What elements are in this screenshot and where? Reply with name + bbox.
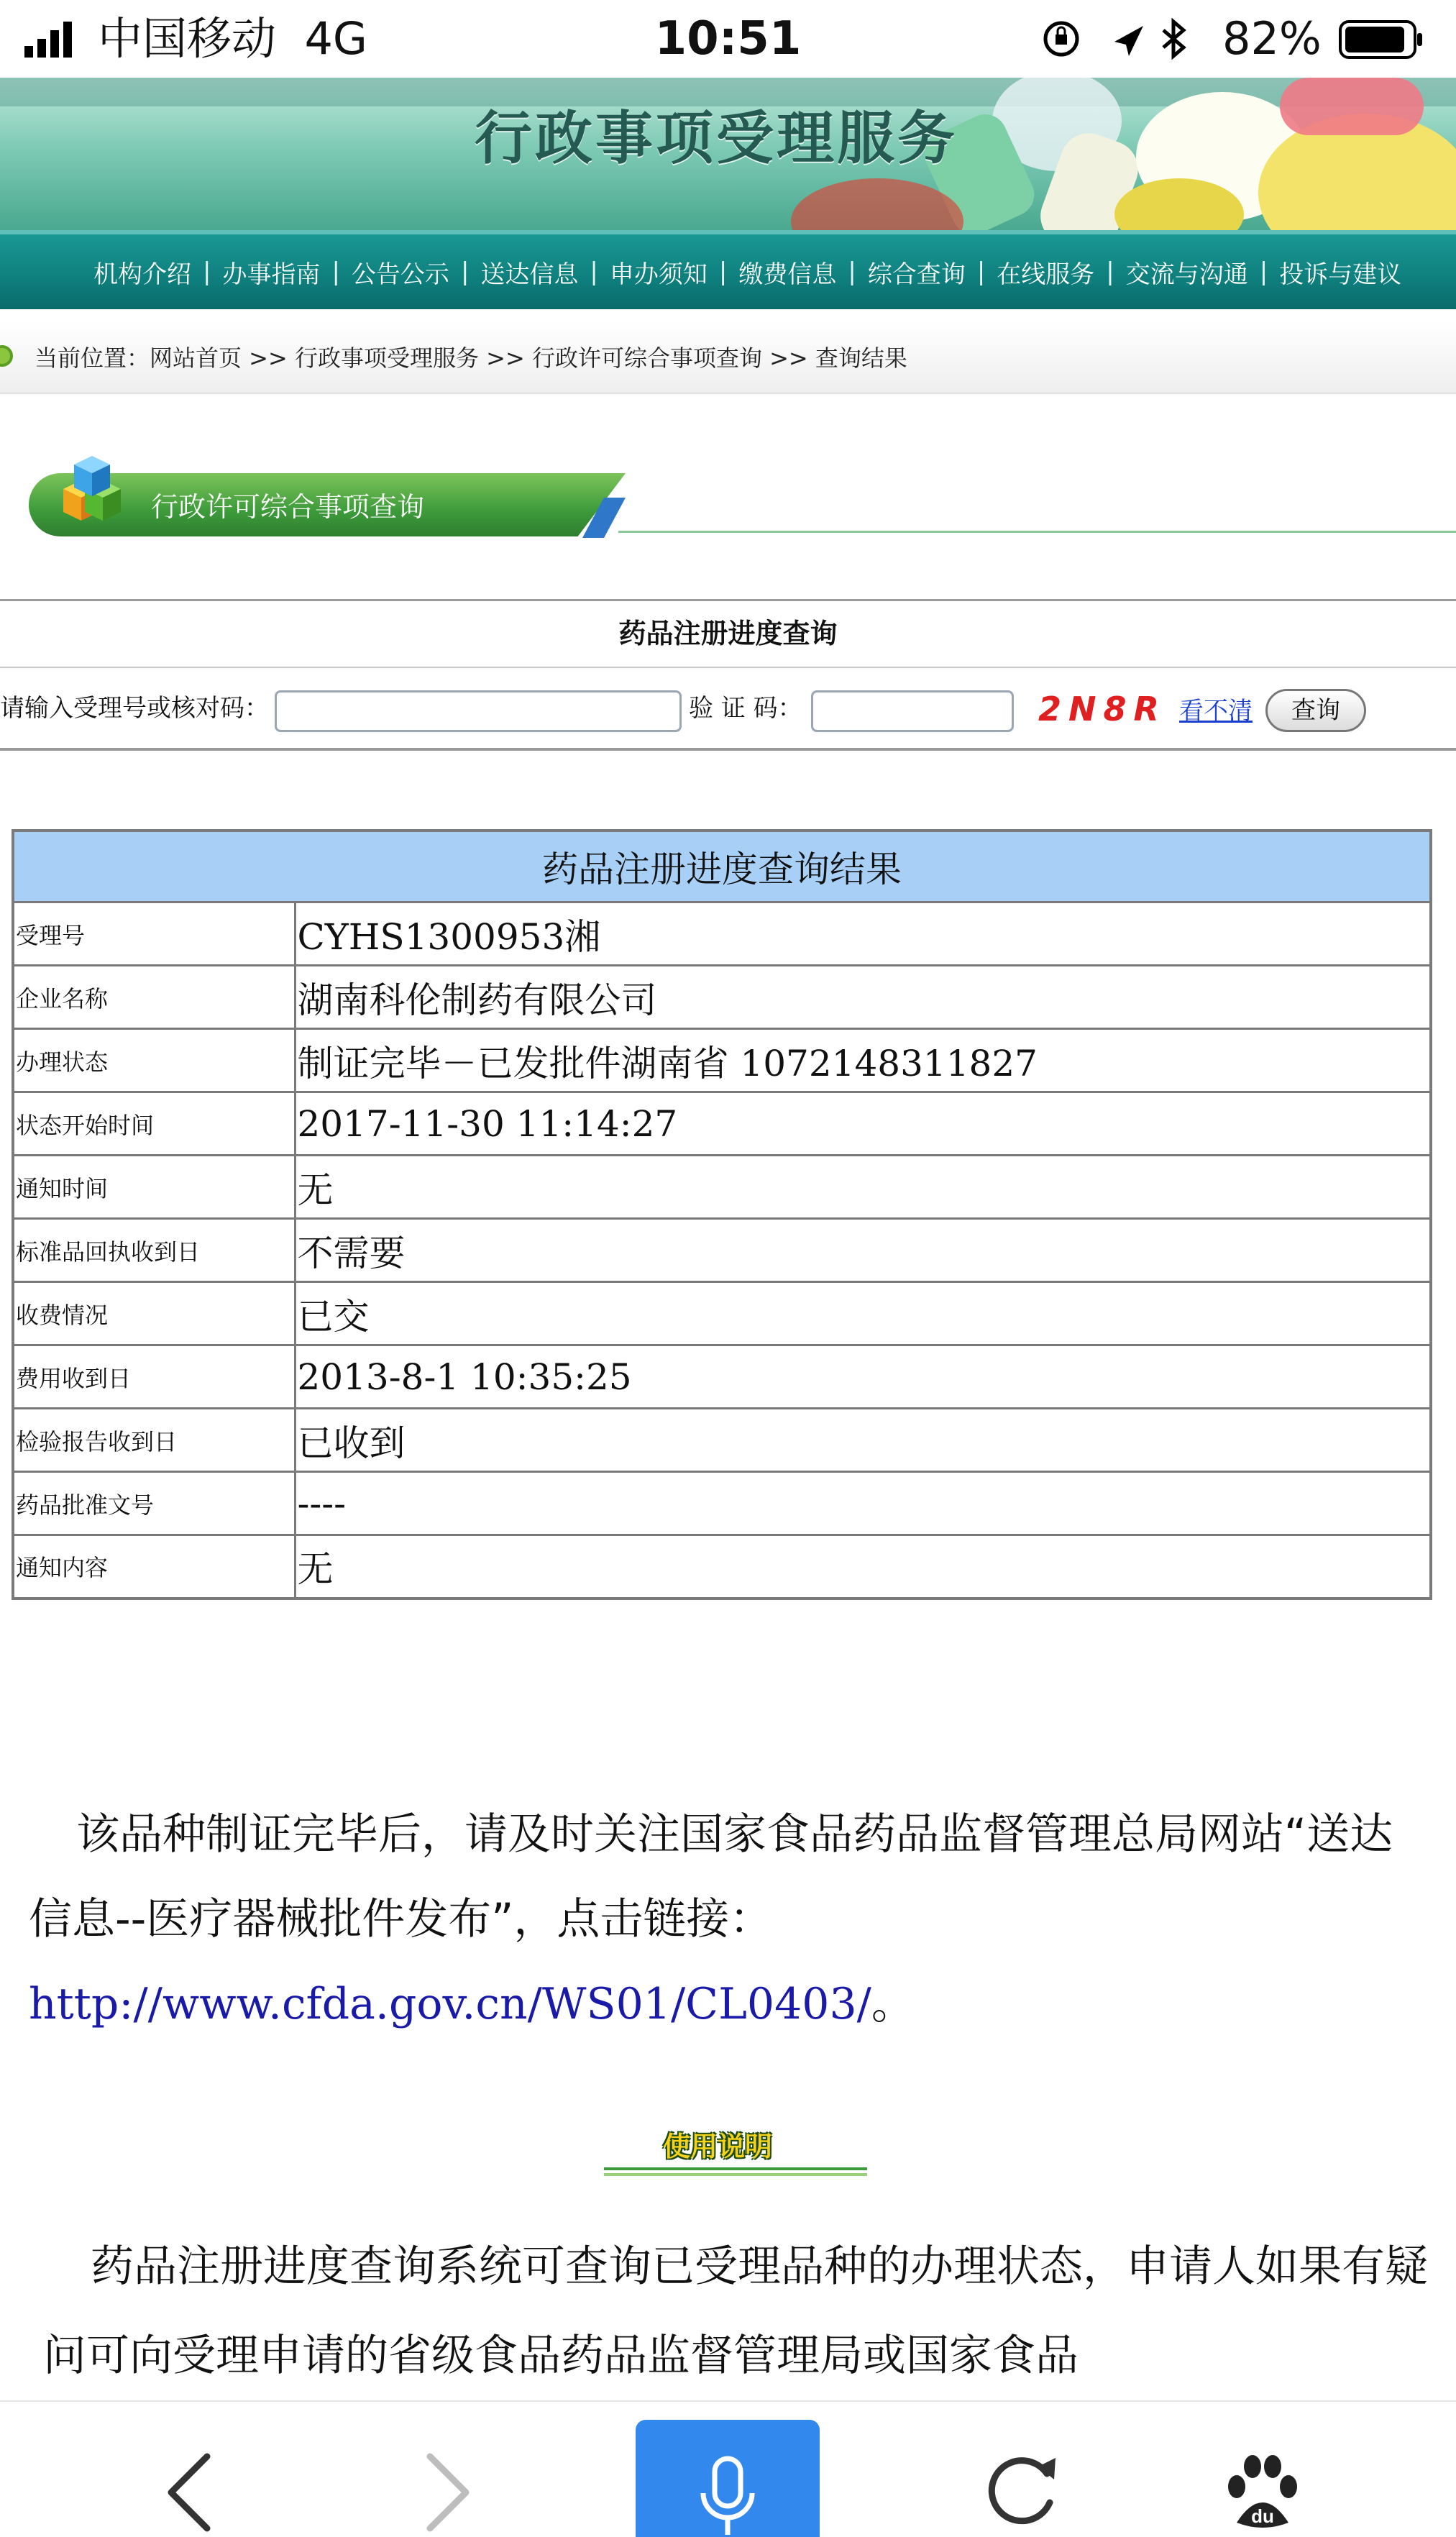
section-divider — [618, 531, 1456, 533]
banner-title: 行政事项受理服务 — [475, 104, 958, 172]
forward-arrow-icon[interactable] — [410, 2402, 482, 2537]
row-value: 无 — [295, 1156, 1431, 1219]
table-row — [13, 1472, 1431, 1535]
row-value: 已交 — [295, 1282, 1431, 1345]
nav-item[interactable]: 机构介绍 | — [93, 257, 211, 289]
usage-badge — [604, 2127, 867, 2177]
cfda-link[interactable]: http://www.cfda.gov.cn/WS01/CL0403/ — [29, 1979, 871, 2029]
breadcrumb-bullet-icon — [0, 345, 13, 367]
breadcrumb — [0, 322, 1456, 394]
breadcrumb-text[interactable]: 当前位置：网站首页 >> 行政事项受理服务 >> 行政许可综合事项查询 >> 查询结果 — [35, 344, 907, 372]
row-key: 药品批准文号 — [13, 1472, 295, 1535]
carrier-name: 中国移动 4G — [98, 12, 367, 65]
acceptance-number-input[interactable] — [275, 690, 682, 732]
row-value: ---- — [295, 1472, 1431, 1535]
query-button[interactable]: 查询 — [1265, 689, 1366, 732]
orientation-lock-icon — [1045, 23, 1077, 55]
status-bar — [0, 0, 1456, 78]
table-row — [13, 1219, 1431, 1282]
nav-item[interactable]: 投诉与建议 — [1279, 260, 1402, 289]
battery-icon — [1339, 20, 1424, 59]
section-header — [14, 446, 1456, 547]
query-form — [0, 669, 1456, 751]
baidu-paw-icon[interactable] — [1215, 2402, 1309, 2537]
nav-item[interactable]: 送达信息 | — [480, 257, 598, 289]
battery-percent: 82% — [1222, 12, 1322, 65]
captcha-input[interactable] — [811, 690, 1014, 732]
table-row — [13, 1535, 1431, 1599]
table-row — [13, 902, 1431, 966]
row-value: 无 — [295, 1535, 1431, 1599]
back-arrow-icon[interactable] — [151, 2402, 223, 2537]
row-value: 湖南科伦制药有限公司 — [295, 966, 1431, 1029]
nav-item[interactable]: 办事指南 | — [222, 257, 340, 289]
row-key: 办理状态 — [13, 1029, 295, 1092]
notice-paragraph: 该品种制证完毕后，请及时关注国家食品药品监督管理总局网站“送达信息--医疗器械批件发布”，点击链接：http://www.cfda.gov.cn/WS01/CL0403/。 — [29, 1809, 1393, 2029]
row-value: 不需要 — [295, 1219, 1431, 1282]
nav-item[interactable]: 申办须知 | — [609, 257, 728, 289]
usage-badge-label: 使用说明 — [663, 2131, 773, 2162]
site-banner — [0, 78, 1456, 230]
table-row — [13, 1409, 1431, 1472]
table-row — [13, 966, 1431, 1029]
table-row — [13, 1092, 1431, 1156]
row-value: 2017-11-30 11:14:27 — [295, 1092, 1431, 1156]
refresh-icon[interactable] — [978, 2402, 1064, 2537]
cube-icon — [42, 446, 135, 539]
captcha-image[interactable]: 2N8R — [1038, 690, 1166, 728]
result-table — [12, 829, 1432, 1600]
nav-item[interactable]: 交流与沟通 | — [1125, 257, 1268, 289]
row-key: 通知内容 — [13, 1535, 295, 1599]
row-value: 2013-8-1 10:35:25 — [295, 1345, 1431, 1409]
query-form-title: 药品注册进度查询 — [0, 599, 1456, 668]
nav-item[interactable]: 公告公示 | — [351, 257, 470, 289]
row-value: CYHS1300953湘 — [295, 902, 1431, 966]
table-row — [13, 1345, 1431, 1409]
row-value: 已收到 — [295, 1409, 1431, 1472]
location-arrow-icon — [1114, 26, 1143, 56]
status-clock: 10:51 — [654, 12, 802, 65]
main-nav — [0, 230, 1456, 309]
captcha-label: 验 证 码： — [689, 694, 802, 723]
row-key: 通知时间 — [13, 1156, 295, 1219]
nav-item[interactable]: 综合查询 | — [867, 257, 986, 289]
baidu-paw-label: du — [1251, 2505, 1274, 2527]
browser-toolbar — [0, 2400, 1456, 2536]
result-table-title: 药品注册进度查询结果 — [13, 831, 1431, 902]
row-value: 制证完毕－已发批件湖南省 1072148311827 — [295, 1029, 1431, 1092]
captcha-refresh-link[interactable]: 看不清 — [1179, 697, 1253, 726]
row-key: 受理号 — [13, 902, 295, 966]
microphone-icon — [692, 2454, 764, 2537]
number-label: 请输入受理号或核对码： — [0, 694, 269, 723]
row-key: 收费情况 — [13, 1282, 295, 1345]
voice-search-button[interactable] — [636, 2420, 820, 2537]
usage-paragraph: 药品注册进度查询系统可查询已受理品种的办理状态，申请人如果有疑问可向受理申请的省级食品药品监督管理局或国家食品 — [43, 2241, 1428, 2381]
row-key: 企业名称 — [13, 966, 295, 1029]
nav-item[interactable]: 在线服务 | — [997, 257, 1114, 289]
row-key: 费用收到日 — [13, 1345, 295, 1409]
row-key: 检验报告收到日 — [13, 1409, 295, 1472]
row-key: 标准品回执收到日 — [13, 1219, 295, 1282]
notice-text: 该品种制证完毕后，请及时关注国家食品药品监督管理总局网站“送达信息--医疗器械批件发布”，点击链接： — [29, 1809, 1393, 1944]
network-type: 4G — [304, 12, 367, 65]
section-title: 行政许可综合事项查询 — [151, 491, 425, 523]
table-row — [13, 1029, 1431, 1092]
table-row — [13, 1156, 1431, 1219]
nav-item[interactable]: 缴费信息 | — [738, 257, 856, 289]
table-row — [13, 1282, 1431, 1345]
row-key: 状态开始时间 — [13, 1092, 295, 1156]
bluetooth-icon — [1163, 22, 1183, 56]
